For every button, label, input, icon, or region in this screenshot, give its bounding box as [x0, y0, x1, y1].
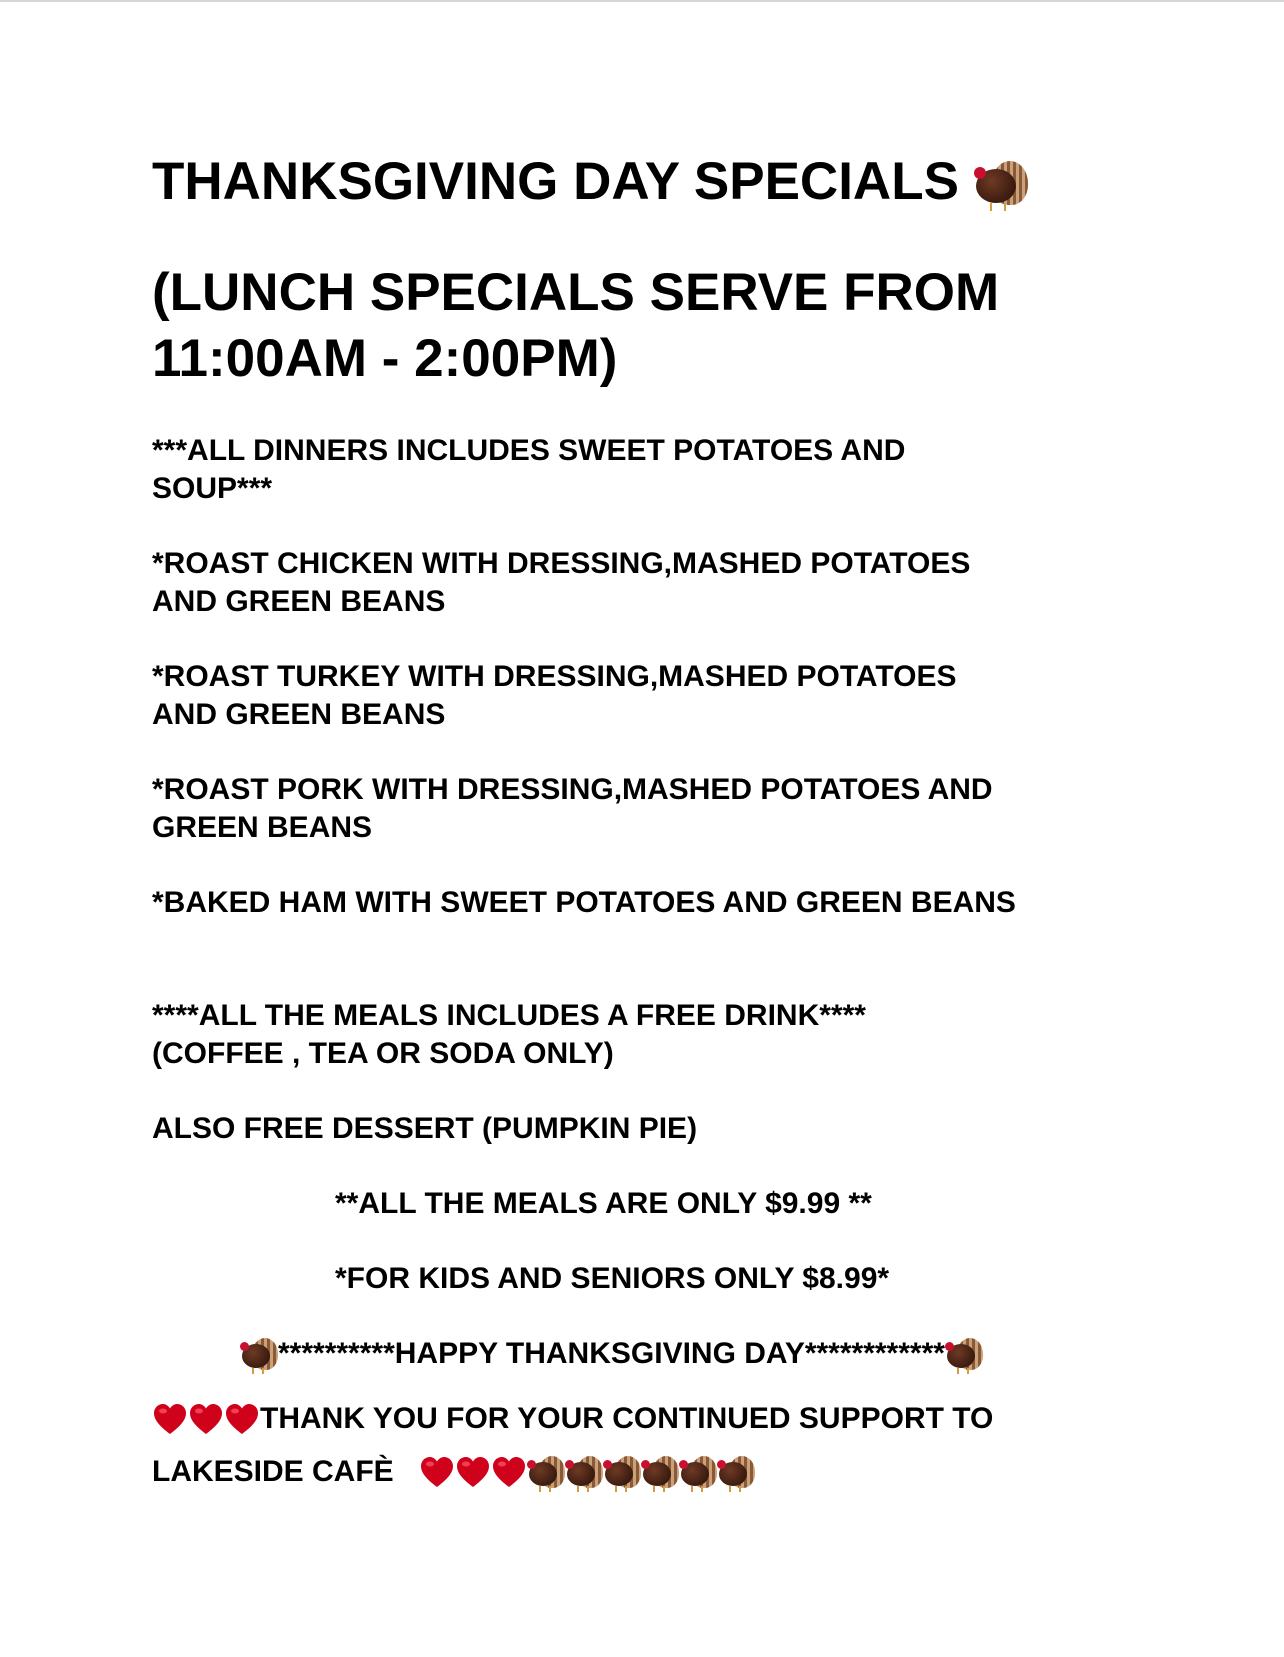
menu-item-line: AND GREEN BEANS	[152, 585, 446, 618]
turkey-icon	[565, 1454, 603, 1492]
top-border	[0, 0, 1284, 2]
lunch-hours-heading	[152, 260, 1152, 392]
page-title	[152, 150, 1152, 214]
lunch-hours-line-2: 11:00AM - 2:00PM)	[152, 329, 618, 388]
menu-item-roast-pork	[152, 771, 1152, 847]
free-dessert-note: ALSO FREE DESSERT (PUMPKIN PIE)	[152, 1112, 698, 1145]
red-heart-icon	[152, 1402, 188, 1438]
kids-seniors-price: *FOR KIDS AND SENIORS ONLY $8.99*	[335, 1262, 890, 1295]
menu-item-line: *ROAST CHICKEN WITH DRESSING,MASHED POTATOES	[152, 547, 971, 580]
turkey-icon	[641, 1454, 679, 1492]
thank-you-line-1	[152, 1392, 1152, 1445]
turkey-icon	[679, 1454, 717, 1492]
red-heart-icon	[491, 1455, 527, 1491]
thank-you-line-2	[152, 1445, 1152, 1498]
free-drink-line-2: (COFFEE , TEA OR SODA ONLY)	[152, 1037, 614, 1070]
menu-item-baked-ham	[152, 884, 1152, 922]
menu-item-roast-chicken	[152, 545, 1152, 621]
red-heart-icon	[419, 1455, 455, 1491]
menu-document	[152, 150, 1152, 1498]
turkey-icon	[527, 1454, 565, 1492]
turkey-icon	[603, 1454, 641, 1492]
red-heart-icon	[455, 1455, 491, 1491]
includes-note	[152, 432, 1152, 508]
includes-line-2: SOUP***	[152, 472, 273, 505]
free-drink-note	[152, 997, 1152, 1073]
thank-you-text: THANK YOU FOR YOUR CONTINUED SUPPORT TO	[260, 1402, 994, 1436]
turkey-icon	[974, 159, 1028, 211]
menu-item-line: GREEN BEANS	[152, 811, 373, 844]
cafe-name: LAKESIDE CAFÈ	[152, 1455, 394, 1489]
free-drink-line-1: ****ALL THE MEALS INCLUDES A FREE DRINK****	[152, 999, 866, 1032]
turkey-icon	[945, 1336, 983, 1374]
meal-price: **ALL THE MEALS ARE ONLY $9.99 **	[335, 1187, 872, 1220]
turkey-icon	[717, 1454, 755, 1492]
includes-line-1: ***ALL DINNERS INCLUDES SWEET POTATOES AND	[152, 434, 906, 467]
menu-item-line: *BAKED HAM WITH SWEET POTATOES AND GREEN BEANS	[152, 886, 1016, 919]
red-heart-icon	[224, 1402, 260, 1438]
red-heart-icon	[188, 1402, 224, 1438]
menu-item-roast-turkey	[152, 658, 1152, 734]
menu-item-line: *ROAST PORK WITH DRESSING,MASHED POTATOES AND	[152, 773, 993, 806]
menu-item-line: AND GREEN BEANS	[152, 698, 446, 731]
turkey-icon	[240, 1336, 278, 1374]
thank-you-message	[152, 1392, 1152, 1498]
greeting-text: **********HAPPY THANKSGIVING DAY************	[278, 1337, 945, 1370]
thanksgiving-greeting	[152, 1335, 1152, 1374]
menu-item-line: *ROAST TURKEY WITH DRESSING,MASHED POTATOES	[152, 660, 957, 693]
lunch-hours-line-1: (LUNCH SPECIALS SERVE FROM	[152, 263, 1000, 322]
title-text: THANKSGIVING DAY SPECIALS	[152, 152, 959, 211]
